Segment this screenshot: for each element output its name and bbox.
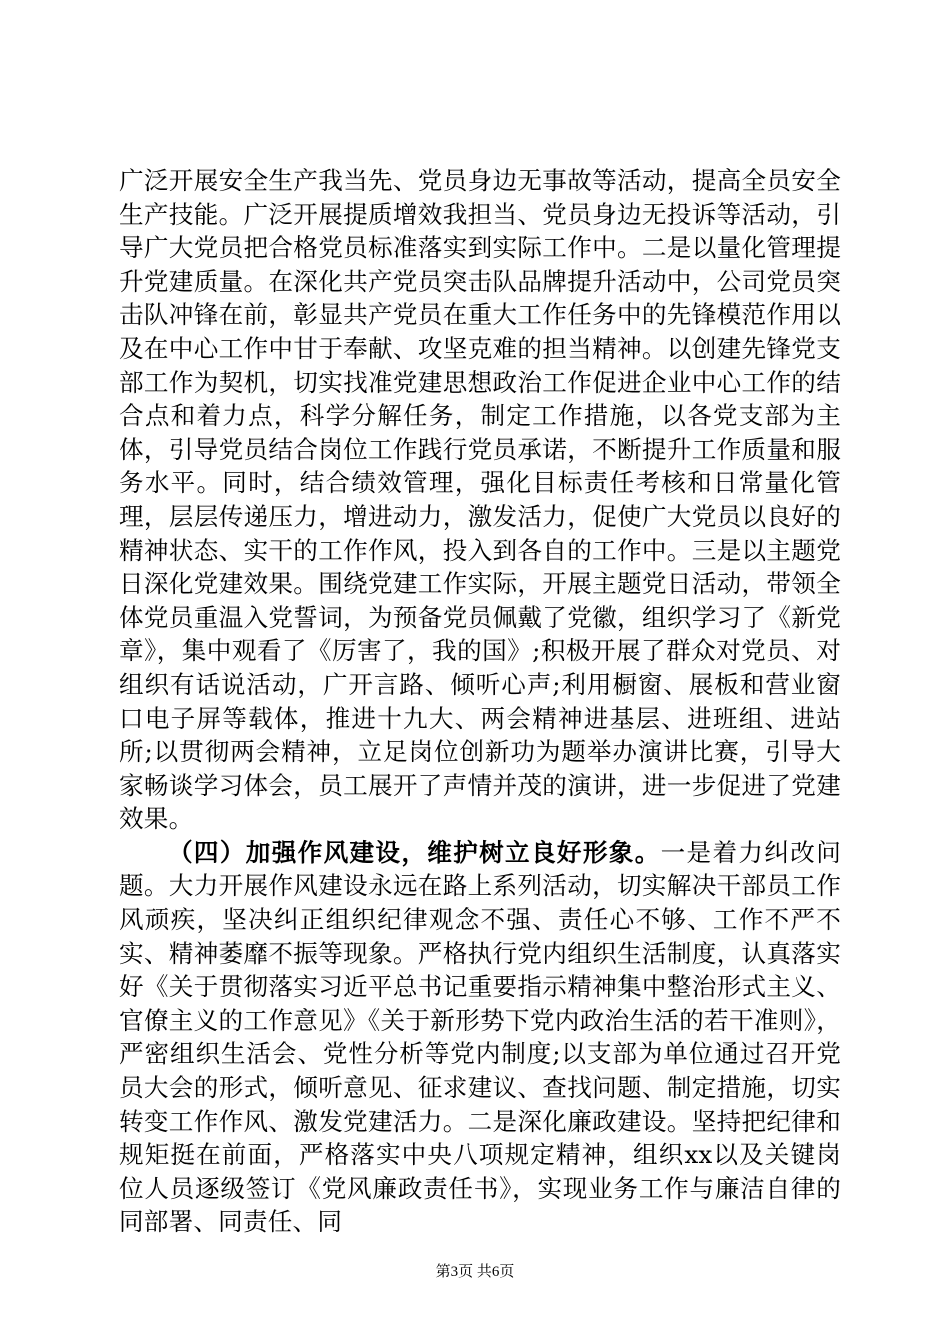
page-footer <box>0 1262 950 1282</box>
section-heading: （四）加强作风建设，维护树立良好形象。 <box>168 837 661 867</box>
paragraph-text: 一是着力纠改问题。大力开展作风建设永远在路上系列活动，切实解决干部员工作风顽疾，坚决纠正组织纪律观念不强、责任心不够、工作不严不实、精神萎靡不振等现象。严格执行党内组织生活制度，认真落实好《关于贯彻落实习近平总书记重要指示精神集中整治形式主义、官僚主义的工作意见》《关于新形势下党内政治生活的若干准则》，严密组织生活会、党性分析等党内制度;以支部为单位通过召开党员大会的形式，倾听意见、征求建议、查找问题、制定措施，切实转变工作作风、激发党建活力。二是深化廉政建设。坚持把纪律和规矩挺在前面，严格落实中央八项规定精神，组织xx以及关键岗位人员逐级签订《党风廉政责任书》，实现业务工作与廉洁自律的同部署、同责任、同 <box>119 837 841 1237</box>
document-body <box>119 164 841 1239</box>
page-number: 第3页 共6页 <box>435 1264 515 1280</box>
paragraph-continuation <box>119 164 841 836</box>
paragraph-text: 广泛开展安全生产我当先、党员身边无事故等活动，提高全员安全生产技能。广泛开展提质增效我担当、党员身边无投诉等活动，引导广大党员把合格党员标准落实到实际工作中。二是以量化管理提升党建质量。在深化共产党员突击队品牌提升活动中，公司党员突击队冲锋在前，彰显共产党员在重大工作任务中的先锋模范作用以及在中心工作中甘于奉献、攻坚克难的担当精神。以创建先锋党支部工作为契机，切实找准党建思想政治工作促进企业中心工作的结合点和着力点，科学分解任务，制定工作措施，以各党支部为主体，引导党员结合岗位工作践行党员承诺，不断提升工作质量和服务水平。同时，结合绩效管理，强化目标责任考核和日常量化管理，层层传递压力，增进动力，激发活力，促使广大党员以良好的精神状态、实干的工作作风，投入到各自的工作中。三是以主题党日深化党建效果。围绕党建工作实际，开展主题党日活动，带领全体党员重温入党誓词，为预备党员佩戴了党徽，组织学习了《新党章》，集中观看了《厉害了，我的国》;积极开展了群众对党员、对组织有话说活动，广开言路、倾听心声;利用橱窗、展板和营业窗口电子屏等载体，推进十九大、两会精神进基层、进班组、进站所;以贯彻两会精神，立足岗位创新功为题举办演讲比赛，引导大家畅谈学习体会，员工展开了声情并茂的演讲，进一步促进了党建效果。 <box>119 166 841 834</box>
paragraph-section-four <box>119 836 841 1239</box>
